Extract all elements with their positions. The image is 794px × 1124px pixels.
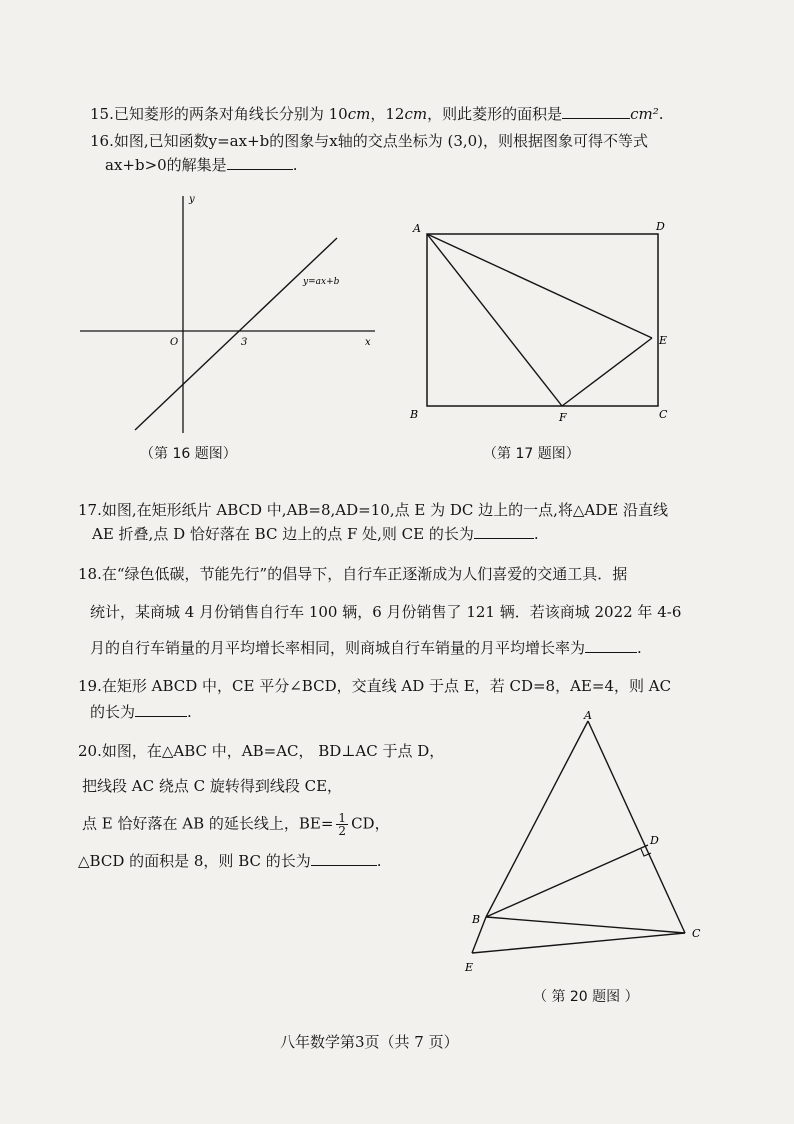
- fig20-line-EC: [472, 933, 685, 953]
- q20-line-2: 把线段 AC 绕点 C 旋转得到线段 CE，: [82, 777, 343, 795]
- q15-unit-1: cm: [347, 105, 371, 123]
- fig20-caption: （ 第 20 题图 ）: [533, 989, 639, 1005]
- fig16-label-y: y: [189, 194, 195, 205]
- q19-line-1: 19.在矩形 ABCD 中，CE 平分∠BCD，交直线 AD 于点 E，若 CD=8，AE=4，则 AC: [78, 677, 672, 695]
- q19-period: .: [187, 703, 192, 721]
- q20-text-b: CD，: [351, 814, 390, 833]
- q17-period: .: [533, 525, 539, 543]
- fig20-line-BD: [486, 845, 648, 917]
- q20-line-1: 20.如图，在△ABC 中，AB=AC， BD⊥AC 于点 D，: [78, 742, 445, 760]
- q19-line-2: [90, 702, 192, 722]
- q16-line-1: 16.如图,已知函数y=ax+b的图象与x轴的交点坐标为 (3,0)，则根据图象可得不等式: [90, 132, 649, 150]
- fig16-label-3: 3: [241, 337, 248, 348]
- q20-period: .: [376, 852, 382, 870]
- q16-answer-blank[interactable]: [227, 155, 293, 170]
- q18-answer-blank[interactable]: [585, 638, 637, 653]
- q16-period: .: [292, 156, 298, 174]
- q19-answer-blank[interactable]: [135, 702, 187, 717]
- q18-line-3: [90, 638, 642, 658]
- figure-20: [455, 705, 725, 975]
- q20-fraction: [336, 812, 348, 837]
- q20-text-a: 点 E 恰好落在 AB 的延长线上，BE=: [82, 814, 334, 833]
- q17-text: AE 折叠,点 D 恰好落在 BC 边上的点 F 处,则 CE 的长为: [92, 525, 474, 543]
- q20-answer-blank[interactable]: [311, 851, 377, 866]
- q18-text: 月的自行车销量的月平均增长率相同，则商城自行车销量的月平均增长率为: [90, 639, 586, 657]
- fig17-label-C: C: [659, 408, 668, 421]
- q18-line-2: 统计，某商城 4 月份销售自行车 100 辆，6 月份销售了 121 辆．若该商城 2022 年 4-6: [90, 603, 682, 621]
- fig16-caption: （第 16 题图）: [140, 446, 237, 462]
- q16-line-2: [105, 155, 297, 175]
- fig17-label-B: B: [410, 408, 419, 421]
- fig17-label-F: F: [559, 411, 567, 424]
- q20-fraction-numerator: 1: [338, 811, 347, 825]
- q15-period: .: [658, 105, 664, 123]
- fig17-label-A: A: [413, 222, 421, 235]
- q15-unit-3: cm²: [630, 105, 659, 123]
- fig17-caption: （第 17 题图）: [483, 446, 580, 462]
- fig20-label-A: A: [584, 709, 592, 722]
- q15-unit-2: cm: [404, 105, 428, 123]
- q15-answer-blank[interactable]: [562, 104, 630, 119]
- fig20-label-C: C: [692, 927, 701, 940]
- fig20-label-D: D: [650, 834, 659, 847]
- fig20-line-AB: [486, 721, 588, 917]
- q16-text: ax+b>0的解集是: [105, 156, 227, 174]
- fig17-label-E: E: [659, 334, 668, 347]
- figure-17: [405, 218, 680, 428]
- fig16-label-x: x: [365, 337, 371, 348]
- q17-line-1: 17.如图,在矩形纸片 ABCD 中,AB=8,AD=10,点 E 为 DC 边上的一点,将△ADE 沿直线: [78, 501, 668, 519]
- fig20-label-E: E: [465, 961, 474, 974]
- q17-line-2: [92, 524, 539, 544]
- fig17-line-AE: [427, 234, 652, 338]
- question-15: [90, 104, 664, 124]
- q20-fraction-denominator: 2: [338, 824, 347, 838]
- fig16-label-function: y=ax+b: [303, 277, 340, 287]
- q20-text: △BCD 的面积是 8，则 BC 的长为: [78, 852, 311, 870]
- q20-line-4: [78, 851, 382, 871]
- q15-text-after: ，则此菱形的面积是: [427, 105, 563, 123]
- fig16-label-origin: O: [170, 337, 179, 348]
- fig17-label-D: D: [656, 220, 665, 233]
- q18-period: .: [637, 639, 642, 657]
- fig17-line-FE: [562, 338, 652, 406]
- q18-line-1: 18.在“绿色低碳，节能先行”的倡导下，自行车正逐渐成为人们喜爱的交通工具．据: [78, 565, 628, 583]
- page-footer: 八年数学第3页（共 7 页）: [280, 1033, 459, 1051]
- fig17-line-AF: [427, 234, 562, 406]
- figure-16: [75, 188, 385, 438]
- q19-text: 的长为: [90, 703, 136, 721]
- q17-answer-blank[interactable]: [474, 524, 534, 539]
- fig20-line-AC: [588, 721, 685, 933]
- fig20-label-B: B: [472, 913, 481, 926]
- q15-text: 15.已知菱形的两条对角线长分别为 10: [90, 105, 348, 123]
- q15-text-mid: ，12: [370, 105, 405, 123]
- fig16-function-line: [135, 238, 337, 430]
- q20-line-3: [82, 812, 390, 837]
- fig20-line-BC: [486, 917, 685, 933]
